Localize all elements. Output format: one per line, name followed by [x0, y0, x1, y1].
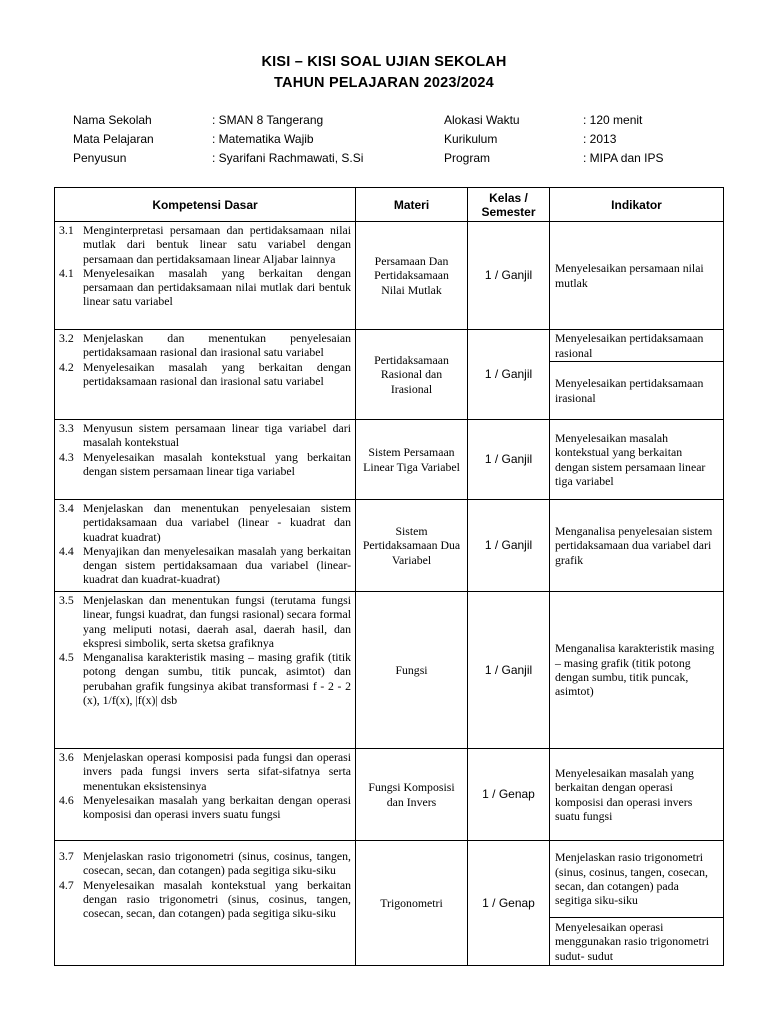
kelas-cell: 1 / Ganjil: [468, 500, 550, 592]
kd-text: Menjelaskan rasio trigonometri (sinus, cosinus, tangen, cosecan, secan, dan cotangen) pada segitiga siku-siku: [83, 849, 351, 878]
table-row: [55, 592, 724, 749]
materi-cell: Pertidaksamaan Rasional dan Irasional: [356, 330, 468, 420]
header-kelas-semester: Kelas / Semester: [468, 188, 550, 222]
kd-number: 3.3: [59, 421, 74, 435]
info-label-program: Program: [444, 151, 491, 165]
kd-number: 4.2: [59, 359, 74, 374]
kd-text: Menyelesaikan masalah kontekstual yang berkaitan dengan sistem persamaan linear tiga variabel: [83, 449, 351, 478]
table-row: [55, 330, 724, 362]
materi-cell: Sistem Pertidaksamaan Dua Variabel: [356, 500, 468, 592]
kd-number: 4.7: [59, 877, 74, 892]
kd-number: 3.4: [59, 501, 74, 515]
indikator-cell: Menyelesaikan persamaan nilai mutlak: [550, 222, 724, 330]
table-header-row: [55, 188, 724, 222]
kelas-cell: 1 / Ganjil: [468, 592, 550, 749]
kd-text: Menyusun sistem persamaan linear tiga variabel dari masalah kontekstual: [83, 421, 351, 450]
kd-text: Menyelesaikan masalah yang berkaitan dengan operasi komposisi dan operasi invers suatu fungsi: [83, 792, 351, 822]
kd-text: Menginterpretasi persamaan dan pertidaksamaan nilai mutlak dari bentuk linear satu variabel dengan persamaan dan pertidaksamaan linear Aljabar lainnya: [83, 223, 351, 266]
header-kompetensi-dasar: Kompetensi Dasar: [55, 188, 356, 222]
materi-cell: Fungsi Komposisi dan Invers: [356, 749, 468, 841]
kd-number: 4.1: [59, 265, 74, 280]
indikator-cell: Menjelaskan rasio trigonometri (sinus, cosinus, tangen, cosecan, secan, dan cotangen) pada segitiga siku-siku: [550, 841, 724, 918]
info-label-alokasi-waktu: Alokasi Waktu: [444, 113, 520, 127]
indikator-cell: Menyelesaikan pertidaksamaan irasional: [550, 362, 724, 420]
indikator-cell: Menganalisa penyelesaian sistem pertidaksamaan dua variabel dari grafik: [550, 500, 724, 592]
kd-text: Menyelesaikan masalah yang berkaitan dengan pertidaksamaan rasional dan irasional satu variabel: [83, 359, 351, 388]
kd-number: 3.6: [59, 750, 74, 764]
kompetensi-dasar-cell: [55, 222, 356, 330]
kompetensi-dasar-cell: [55, 841, 356, 966]
kd-number: 4.6: [59, 792, 74, 807]
table-row: [55, 841, 724, 918]
info-label-mata-pelajaran: Mata Pelajaran: [73, 132, 154, 146]
kelas-cell: 1 / Ganjil: [468, 222, 550, 330]
header-materi: Materi: [356, 188, 468, 222]
materi-cell: Fungsi: [356, 592, 468, 749]
kd-text: Menjelaskan dan menentukan penyelesaian pertidaksamaan rasional dan irasional satu variabel: [83, 331, 351, 360]
header-indikator: Indikator: [550, 188, 724, 222]
kd-text: Menjelaskan dan menentukan penyelesaian sistem pertidaksamaan dua variabel (linear - kuadrat dan kuadrat kuadrat): [83, 501, 351, 544]
info-label-nama-sekolah: Nama Sekolah: [73, 113, 152, 127]
kd-number: 3.2: [59, 331, 74, 345]
kompetensi-dasar-cell: [55, 500, 356, 592]
kd-text: Menyelesaikan masalah yang berkaitan dengan persamaan dan pertidaksamaan nilai mutlak dari bentuk linear satu variabel: [83, 265, 351, 309]
kd-number: 3.5: [59, 593, 74, 607]
kelas-cell: 1 / Genap: [468, 841, 550, 966]
materi-cell: Persamaan Dan Pertidaksamaan Nilai Mutlak: [356, 222, 468, 330]
materi-cell: Trigonometri: [356, 841, 468, 966]
kompetensi-dasar-cell: [55, 592, 356, 749]
kelas-cell: 1 / Genap: [468, 749, 550, 841]
kd-number: 4.3: [59, 449, 74, 464]
info-value-kurikulum: : 2013: [583, 132, 617, 146]
kompetensi-dasar-cell: [55, 420, 356, 500]
indikator-cell: Menganalisa karakteristik masing – masing grafik (titik potong dengan sumbu, titik puncak, asimtot): [550, 592, 724, 749]
indikator-cell: Menyelesaikan masalah kontekstual yang berkaitan dengan sistem persamaan linear tiga variabel: [550, 420, 724, 500]
kd-number: 3.7: [59, 849, 74, 863]
info-value-mata-pelajaran: : Matematika Wajib: [212, 132, 314, 146]
kompetensi-dasar-cell: [55, 749, 356, 841]
table-row: [55, 222, 724, 330]
info-label-kurikulum: Kurikulum: [444, 132, 498, 146]
materi-cell: Sistem Persamaan Linear Tiga Variabel: [356, 420, 468, 500]
kd-number: 4.5: [59, 650, 74, 665]
info-label-penyusun: Penyusun: [73, 151, 127, 165]
document-title: KISI – KISI SOAL UJIAN SEKOLAH: [261, 54, 507, 70]
kompetensi-dasar-cell: [55, 330, 356, 420]
document-subtitle: TAHUN PELAJARAN 2023/2024: [274, 75, 494, 91]
indikator-cell: Menyelesaikan operasi menggunakan rasio trigonometri sudut- sudut: [550, 918, 724, 966]
kd-text: Menyelesaikan masalah kontekstual yang berkaitan dengan rasio trigonometri (sinus, cosinus, tangen, cosecan, secan, dan cotangen) pada segitiga siku-siku: [83, 877, 351, 921]
kd-number: 3.1: [59, 223, 74, 237]
info-value-nama-sekolah: : SMAN 8 Tangerang: [212, 113, 324, 127]
kd-text: Menyajikan dan menyelesaikan masalah yang berkaitan dengan sistem pertidaksamaan dua variabel (linear-kuadrat dan kuadrat-kuadrat): [83, 543, 351, 587]
info-value-program: : MIPA dan IPS: [583, 151, 664, 165]
info-value-penyusun: : Syarifani Rachmawati, S.Si: [212, 151, 364, 165]
table-row: [55, 420, 724, 500]
table-row: [55, 749, 724, 841]
table-row: [55, 500, 724, 592]
indikator-cell: Menyelesaikan pertidaksamaan rasional: [550, 330, 724, 362]
kd-text: Menjelaskan dan menentukan fungsi (terutama fungsi linear, fungsi kuadrat, dan fungsi rasional) secara formal yang meliputi notasi, daerah asal, daerah hasil, dan ekspresi simbolik, serta sketsa grafiknya: [83, 593, 351, 650]
indikator-cell: Menyelesaikan masalah yang berkaitan dengan operasi komposisi dan operasi invers suatu fungsi: [550, 749, 724, 841]
info-value-alokasi-waktu: : 120 menit: [583, 113, 643, 127]
kd-text: Menganalisa karakteristik masing – masing grafik (titik potong dengan sumbu, titik puncak, asimtot) dan perubahan grafik fungsinya akibat transformasi f - 2 - 2 (x), 1/f(x), |f(x)| dsb: [83, 650, 351, 708]
kd-text: Menjelaskan operasi komposisi pada fungsi dan operasi invers pada fungsi invers serta sifat-sifatnya serta menentukan eksistensinya: [83, 750, 351, 793]
kelas-cell: 1 / Ganjil: [468, 420, 550, 500]
kd-number: 4.4: [59, 543, 74, 558]
kisi-kisi-table: [54, 187, 724, 966]
kelas-cell: 1 / Ganjil: [468, 330, 550, 420]
